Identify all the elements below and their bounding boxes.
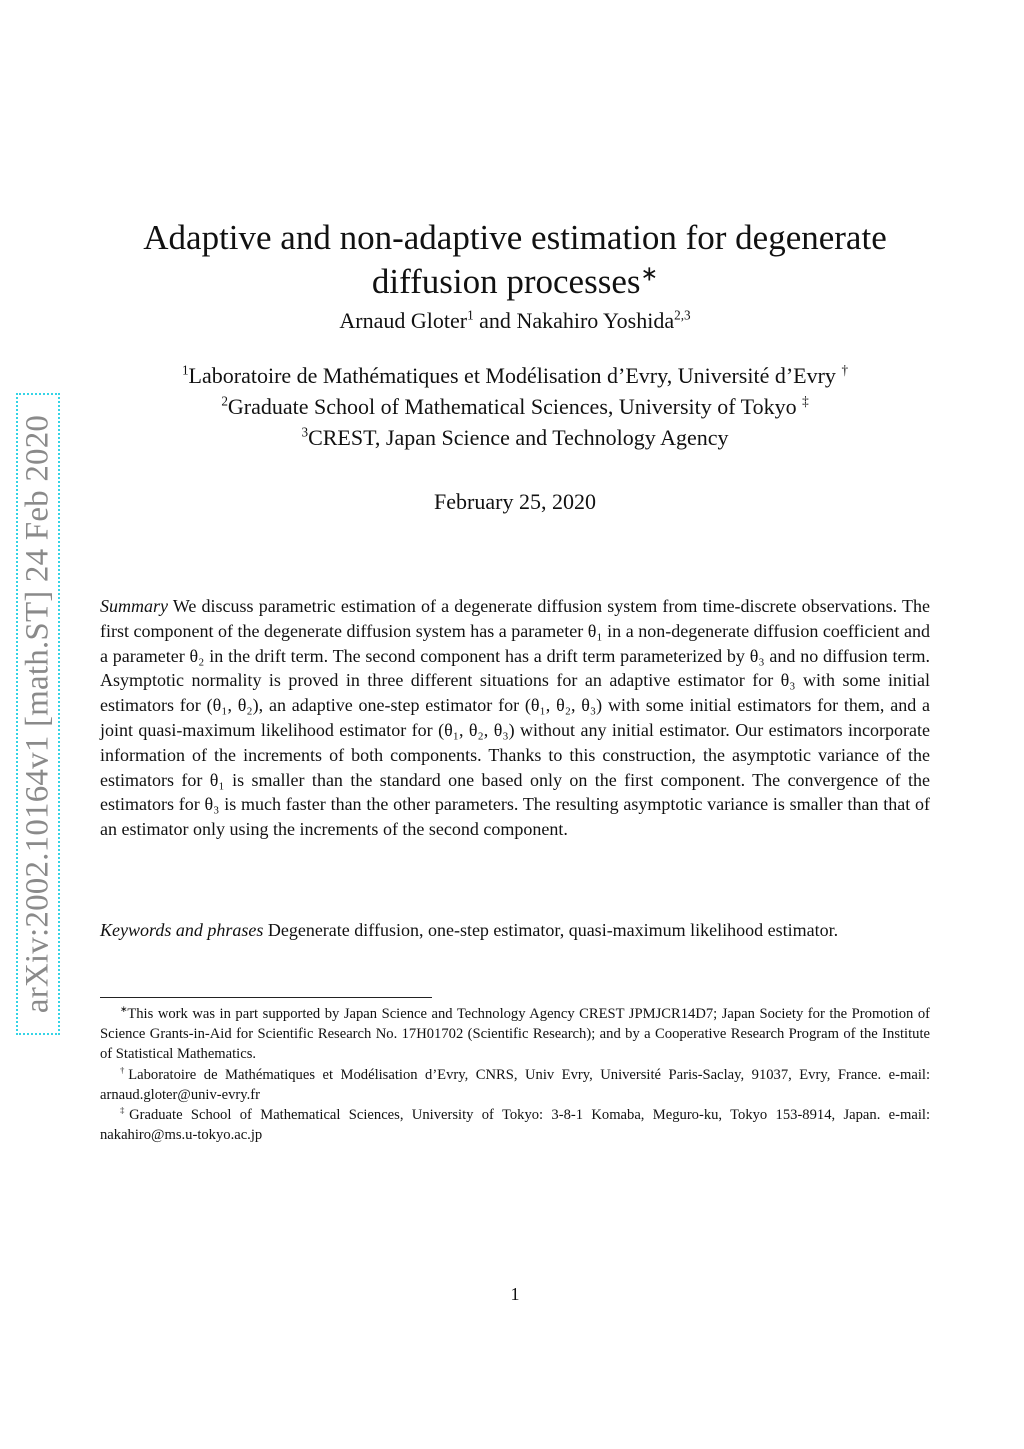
title-line-1: Adaptive and non-adaptive estimation for degenerate xyxy=(143,218,887,258)
footnote-gloter-text: Laboratoire de Mathématiques et Modélisation d’Evry, CNRS, Univ Evry, Université Paris-Saclay, 91037, Evry, France. e-mail: arnaud.gloter@univ-evry.fr xyxy=(100,1066,931,1103)
affiliation-3 xyxy=(100,422,930,453)
keywords-text: Degenerate diffusion, one-step estimator, quasi-maximum likelihood estimator. xyxy=(263,920,839,940)
affiliations xyxy=(100,360,930,453)
affiliation-1-mark: † xyxy=(841,362,849,378)
affiliation-2 xyxy=(100,391,930,422)
abstract-label: Summary xyxy=(100,596,168,616)
paper-title xyxy=(120,216,910,304)
page-number: 1 xyxy=(510,1284,520,1304)
footnote-gloter-mark: † xyxy=(120,1064,129,1075)
affiliation-1-text: Laboratoire de Mathématiques et Modélisation d’Evry, Université d’Evry xyxy=(188,363,836,388)
footnote-yoshida-mark: ‡ xyxy=(120,1105,130,1116)
footnote-funding-text: This work was in part supported by Japan Science and Technology Agency CREST JPMJCR14D7; Japan Society for the Promotion of Science Grants-in-Aid for Scientific Research No. 17H01702 (Scientific Research); and by a Cooperative Research Program of the Institute of Statistical Mathematics. xyxy=(100,1006,930,1063)
footnote-rule xyxy=(100,997,432,998)
affiliation-2-mark: ‡ xyxy=(802,393,809,409)
footnote-yoshida xyxy=(100,1105,930,1145)
footnotes xyxy=(100,1004,930,1145)
author-gloter-affil: 1 xyxy=(467,307,474,323)
affiliation-1 xyxy=(100,360,930,391)
affiliation-2-sup: 2 xyxy=(221,393,228,409)
footnote-gloter xyxy=(100,1065,930,1105)
author-gloter: Arnaud Gloter xyxy=(339,308,468,333)
author-and: and xyxy=(479,308,511,333)
affiliation-3-text: CREST, Japan Science and Technology Agency xyxy=(308,425,729,450)
author-line xyxy=(100,308,930,334)
keywords-label: Keywords and phrases xyxy=(100,920,264,940)
arxiv-identifier-stamp xyxy=(16,393,60,1035)
keywords xyxy=(100,918,930,943)
abstract-text: We discuss parametric estimation of a degenerate diffusion system from time-discrete observations. The first component of the degenerate diffusion system has a parameter θ₁ in a non-degenerate diffusion coefficient and a parameter θ₂ in the drift term. The second component has a drift term parameterized by θ₃ and no diffusion term. Asymptotic normality is proved in three different situations for an adaptive estimator for θ₃ with some initial estimators for (θ₁, θ₂), an adaptive one-step estimator for (θ₁, θ₂, θ₃) with some initial estimators for them, and a joint quasi-maximum likelihood estimator for (θ₁, θ₂, θ₃) without any initial estimator. Our estimators incorporate information of the increments of both components. Thanks to this construction, the asymptotic variance of the estimators for θ₁ is smaller than the standard one based only on the first component. The convergence of the estimators for θ₃ is much faster than the other parameters. The resulting asymptotic variance is smaller than that of an estimator only using the increments of the second component. xyxy=(100,596,930,840)
affiliation-3-sup: 3 xyxy=(301,424,309,440)
footnote-funding-mark: ∗ xyxy=(120,1004,128,1015)
affiliation-2-text: Graduate School of Mathematical Sciences, University of Tokyo xyxy=(227,394,797,419)
abstract xyxy=(100,594,930,842)
footnote-funding xyxy=(100,1004,930,1065)
title-line-2: diffusion processes xyxy=(371,262,641,302)
footnote-yoshida-text: Graduate School of Mathematical Sciences, University of Tokyo: 3-8-1 Komaba, Meguro-ku, Tokyo 153-8914, Japan. e-mail: nakahiro@ms.u-tokyo.ac.jp xyxy=(100,1107,931,1144)
title-footnote-mark: ∗ xyxy=(640,261,659,286)
paper-date: February 25, 2020 xyxy=(434,489,596,514)
arxiv-identifier-text: arXiv:2002.10164v1 [math.ST] 24 Feb 2020 xyxy=(19,414,56,1014)
affiliation-1-sup: 1 xyxy=(181,362,189,378)
author-yoshida-affil: 2,3 xyxy=(674,307,691,323)
author-yoshida: Nakahiro Yoshida xyxy=(516,308,675,333)
